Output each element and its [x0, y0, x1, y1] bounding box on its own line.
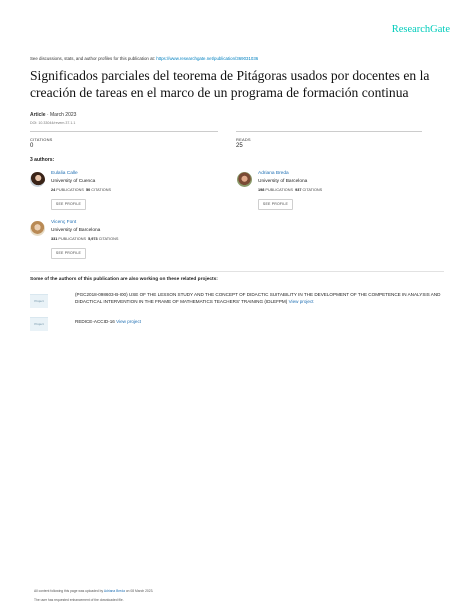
publication-url-link[interactable]: https://www.researchgate.net/publication/369031036	[156, 56, 259, 61]
reads-divider	[236, 131, 422, 132]
project-description: (PGC2018-098603-B-I00) USE OF THE LESSON STUDY AND THE CONCEPT OF DIDACTIC SUITABILITY IN THE DEVELOPMENT OF THE COMPETENCE IN ANALYSIS AND DIDACTICAL INTERVENTION IN THE FRAME OF MATHEMATICS TEACHERS' TRAINING (IDLEFPM)	[75, 292, 441, 304]
related-projects-heading: Some of the authors of this publication are also working on these related projects:	[30, 277, 218, 282]
author-publications-count: 331	[51, 237, 58, 241]
author-publications-label: PUBLICATIONS	[56, 188, 84, 192]
citations-label: CITATIONS	[30, 137, 53, 142]
discussion-line	[30, 56, 258, 61]
see-profile-button[interactable]: SEE PROFILE	[258, 199, 293, 210]
upload-note	[34, 589, 153, 593]
author-publications-label: PUBLICATIONS	[265, 188, 293, 192]
researchgate-logo[interactable]	[392, 24, 450, 35]
page-title: Significados parciales del teorema de Pitágoras usados por docentes en la creación de tareas en el marco de un programa de formación continua	[30, 68, 430, 100]
authors-heading: 3 authors:	[30, 157, 55, 163]
reads-label: READS	[236, 137, 251, 142]
enhancement-note: The user has requested enhancement of the downloaded file.	[34, 598, 124, 602]
view-project-link[interactable]: View project	[288, 298, 314, 304]
brand-part-research: Research	[391, 24, 431, 35]
see-profile-button[interactable]: SEE PROFILE	[51, 248, 86, 259]
author-citations-count: 50	[86, 188, 91, 192]
author-publications-label: PUBLICATIONS	[58, 237, 86, 241]
brand-part-gate: Gate	[430, 24, 450, 35]
author-publications-count: 24	[51, 188, 56, 192]
uploader-link[interactable]: Adriana Breda	[103, 589, 125, 593]
project-item	[75, 292, 445, 305]
author-name-link[interactable]: Adriana Breda	[258, 171, 289, 176]
reads-value: 25	[236, 143, 243, 149]
author-stats	[51, 237, 118, 241]
citations-divider	[30, 131, 218, 132]
project-description: REDICE-ACCID-16	[75, 319, 115, 324]
article-doi: DOI: 10.33044/revem.37.1.1	[30, 121, 76, 125]
author-citations-count: 5,973	[88, 237, 98, 241]
author-institution: University of Cuenca	[51, 179, 96, 184]
project-thumbnail-icon[interactable]: Project	[30, 317, 48, 331]
author-citations-label: CITATIONS	[91, 188, 111, 192]
avatar-photo-icon[interactable]	[30, 221, 45, 236]
author-citations-label: CITATIONS	[302, 188, 323, 192]
avatar-photo-icon[interactable]	[237, 172, 252, 187]
author-stats	[51, 188, 111, 192]
see-profile-button[interactable]: SEE PROFILE	[51, 199, 86, 210]
article-date: · March 2023	[45, 112, 77, 118]
author-institution: University of Barcelona	[258, 179, 308, 184]
author-name-link[interactable]: Vicenç Font	[51, 220, 77, 225]
avatar-photo-icon[interactable]	[30, 172, 45, 187]
upload-prefix: All content following this page was uploaded by	[34, 589, 104, 593]
author-citations-label: CITATIONS	[98, 237, 119, 241]
author-citations-count: 937	[295, 188, 302, 192]
project-thumbnail-icon[interactable]: Project	[30, 294, 48, 308]
section-divider	[30, 271, 444, 272]
article-meta	[30, 112, 76, 118]
article-type: Article	[30, 112, 46, 118]
author-publications-count: 198	[258, 188, 265, 192]
author-stats	[258, 188, 322, 192]
project-item	[75, 319, 445, 326]
author-name-link[interactable]: Eulalia Calle	[51, 171, 78, 176]
view-project-link[interactable]: View project	[116, 319, 142, 324]
citations-value: 0	[30, 143, 34, 149]
author-institution: University of Barcelona	[51, 228, 101, 233]
upload-suffix: on 08 March 2023.	[125, 589, 154, 593]
discussion-text: See discussions, stats, and author profiles for this publication at:	[30, 56, 155, 61]
